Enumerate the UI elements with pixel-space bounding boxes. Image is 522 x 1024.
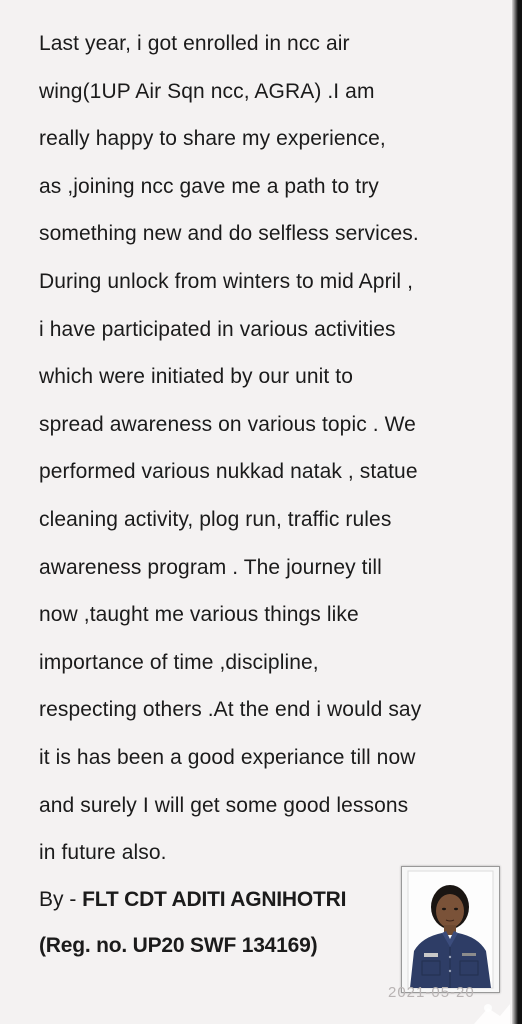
paragraph-line: Last year, i got enrolled in ncc air (39, 32, 350, 55)
paragraph-line: awareness program . The journey till (39, 555, 382, 579)
paragraph-line: respecting others .At the end i would say (39, 698, 422, 722)
registration-number: (Reg. no. UP20 SWF 134169) (39, 934, 318, 957)
cadet-photo (401, 866, 500, 993)
paragraph-line: wing(1UP Air Sqn ncc, AGRA) .I am (39, 79, 375, 103)
paragraph-line: performed various nukkad natak , statue (39, 460, 418, 484)
paragraph-line: now ,taught me various things like (39, 603, 359, 627)
paragraph-line: and surely I will get some good lessons (39, 793, 409, 817)
paragraph-line: something new and do selfless services. (39, 222, 419, 246)
paragraph-line: i have participated in various activities (39, 317, 396, 341)
paragraph-line: really happy to share my experience, (39, 127, 386, 151)
author-byline (39, 880, 346, 920)
date-stamp: 2021-05-20 (388, 984, 475, 1001)
screen-edge (512, 0, 522, 1024)
paragraph-line: which were initiated by our unit to (39, 365, 353, 389)
paragraph-line: in future also. (39, 841, 167, 865)
paragraph-line: as ,joining ncc gave me a path to try (39, 174, 379, 198)
paragraph-line: it is has been a good experiance till now (39, 745, 416, 769)
paragraph-line: cleaning activity, plog run, traffic rules (39, 507, 392, 531)
paragraph-line: During unlock from winters to mid April , (39, 269, 414, 293)
corner-watermark-icon (470, 990, 510, 1024)
paragraph-line: spread awareness on various topic . We (39, 412, 416, 436)
author-name: FLT CDT ADITI AGNIHOTRI (82, 888, 347, 911)
cadet-portrait-icon (402, 867, 499, 992)
experience-paragraph (39, 20, 499, 877)
byline-prefix: By - (39, 888, 83, 911)
paragraph-line: importance of time ,discipline, (39, 650, 319, 674)
